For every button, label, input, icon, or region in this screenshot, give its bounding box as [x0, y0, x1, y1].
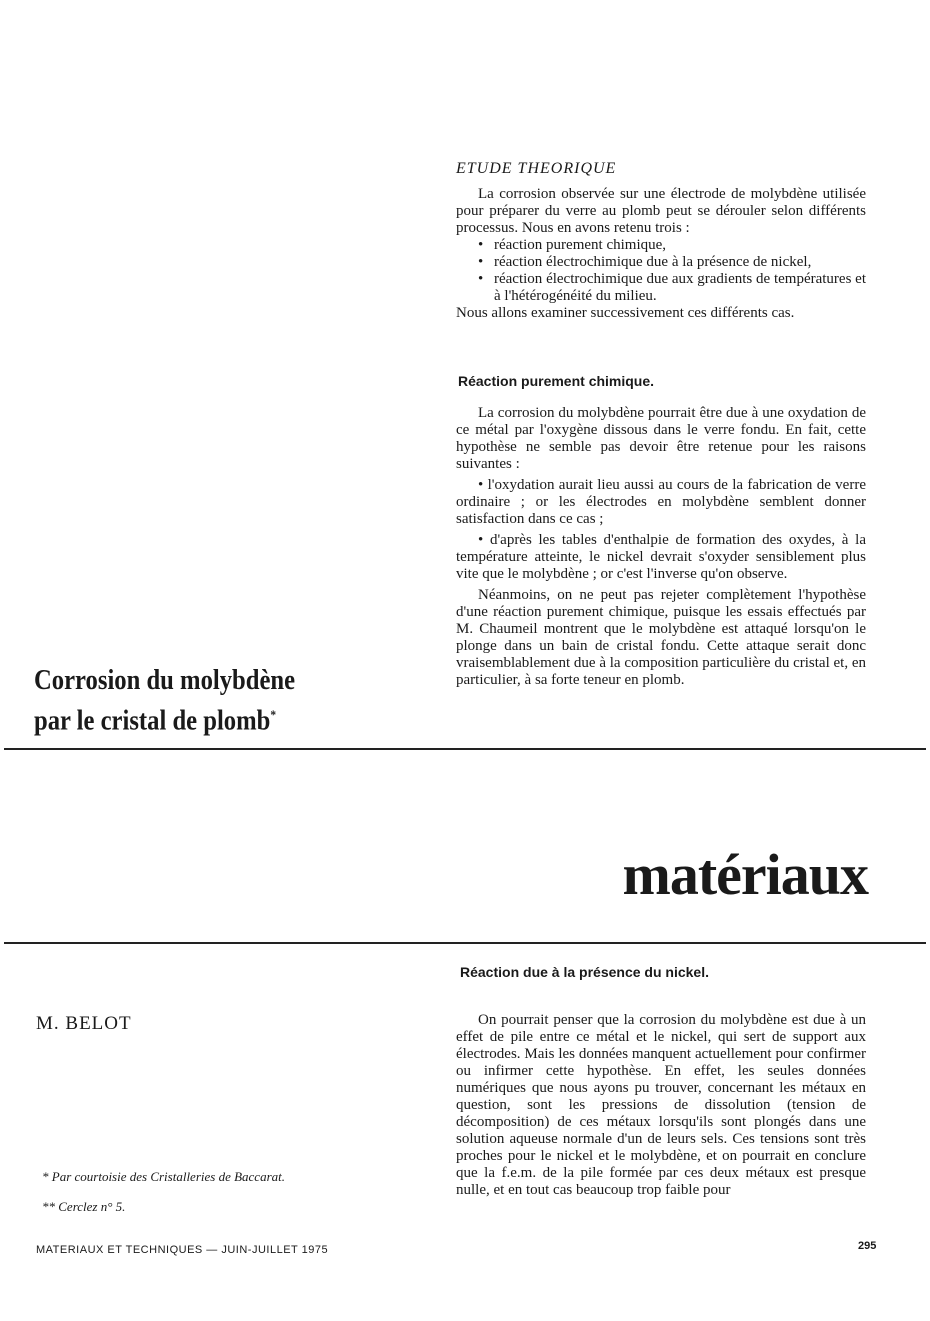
- etude-intro: La corrosion observée sur une électrode de molybdène utilisée pour préparer du verre au plomb peut se dérouler selon différents processus. Nous en avons retenu trois :: [456, 186, 866, 236]
- etude-block: [456, 186, 866, 322]
- section1-bullet-text: • l'oxydation aurait lieu aussi au cours de la fabrication de verre ordinaire ; or les électrodes en molybdène semblent donner satisfaction dans ce cas ;: [456, 477, 866, 527]
- section1-paragraph-2: [456, 477, 866, 528]
- section2-body: [456, 1012, 866, 1199]
- article-title-line-2: par le cristal de plomb*: [34, 705, 277, 737]
- list-item: • réaction purement chimique,: [472, 237, 866, 254]
- section1-bullet-text: • d'après les tables d'enthalpie de formation des oxydes, à la température atteinte, le nickel devrait s'oxyder sensiblement plus vite que le molybdène ; or c'est l'inverse qu'on observe.: [456, 532, 866, 582]
- journal-footer: MATERIAUX ET TECHNIQUES — JUIN-JUILLET 1975: [36, 1244, 329, 1256]
- divider-bottom: [4, 942, 926, 944]
- footnote-1: * Par courtoisie des Cristalleries de Baccarat.: [42, 1169, 286, 1184]
- page-number: 295: [858, 1240, 877, 1252]
- section1-paragraph-3: [456, 532, 866, 583]
- masthead-title: matériaux: [622, 842, 868, 907]
- footnote-2: ** Cerclez n° 5.: [42, 1199, 126, 1214]
- author-name: M. BELOT: [36, 1013, 132, 1034]
- etude-outro: Nous allons examiner successivement ces différents cas.: [456, 305, 795, 321]
- article-title: [34, 664, 333, 738]
- section1-paragraph-4: Néanmoins, on ne peut pas rejeter complètement l'hypothèse d'une réaction purement chimique, puisque les essais effectués par M. Chaumeil montrent que le molybdène est attaqué lorsqu'on le plonge dans un bain de cristal fondu. Cette attaque serait donc vraisemblablement due à la composition particulière du cristal et, en particulier, à sa forte teneur en plomb.: [456, 587, 866, 688]
- article-title-line-1: Corrosion du molybdène: [34, 665, 296, 696]
- section1-body: [456, 405, 866, 689]
- section-heading-chimique: Réaction purement chimique.: [458, 373, 655, 389]
- section-heading-nickel: Réaction due à la présence du nickel.: [460, 964, 709, 980]
- footnote-marker: *: [270, 707, 277, 722]
- divider-top: [4, 748, 926, 750]
- list-item: • réaction électrochimique due à la présence de nickel,: [472, 254, 866, 271]
- section-heading-etude: ETUDE THEORIQUE: [456, 160, 617, 177]
- section1-paragraph-1: La corrosion du molybdène pourrait être due à une oxydation de ce métal par l'oxygène dissous dans le verre fondu. En fait, cette hypothèse ne semble pas devoir être retenue pour les raisons suivantes :: [456, 405, 866, 472]
- section2-paragraph-1: On pourrait penser que la corrosion du molybdène est due à un effet de pile entre ce métal et le nickel, qui sert de support aux électrodes. Mais les données manquent actuellement pour confirmer ou infirmer cette hypothèse. En effet, les seules données numériques que nous ayons pu trouver, concernant les métaux en question, sont les pressions de dissolution (tension de décomposition) de ces métaux lorsqu'ils sont plongés dans une solution aqueuse normale d'un de leurs sels. Ces tensions sont très proches pour le nickel et le molybdène, et on pourrait en conclure que la f.e.m. de la pile formée par ces deux métaux est presque nulle, et en tout cas beaucoup trop faible pour: [456, 1012, 866, 1198]
- etude-bullet-list: [456, 237, 866, 305]
- list-item: • réaction électrochimique due aux gradients de températures et à l'hétérogénéité du milieu.: [472, 271, 866, 305]
